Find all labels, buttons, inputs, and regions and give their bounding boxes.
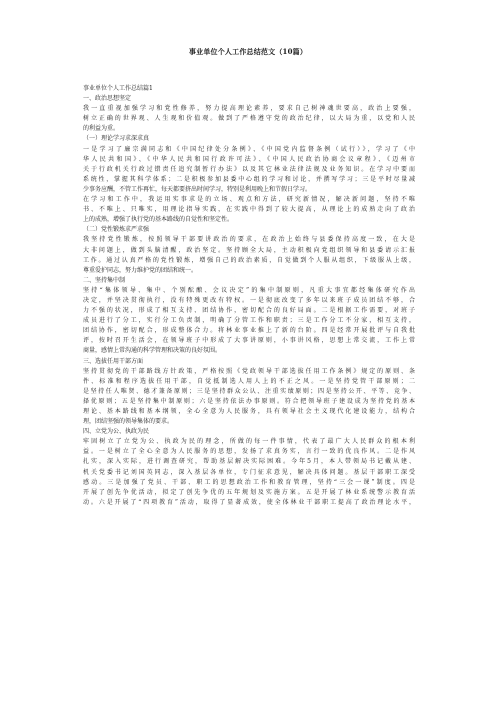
paragraph-line: 的利益为重。 — [83, 125, 120, 133]
paragraph-line: 动。六是开展了“四项教育”活动，取得了显著成效，使全体林业干部职工提高了政治理论水平， — [83, 498, 415, 506]
paragraph-line: 团结协作，密切配合，形成整体合力。将林业事业推上了新的台阶。四是经常开展批评与自我批 — [83, 327, 415, 335]
paragraph-line: 在学习和工作中，我运用实事求是的立场、观点和方法，研究新情况，解决新问题，坚持不唯 — [83, 196, 415, 204]
paragraph-line: 择优原则；五是坚持集中制原则；六是坚持依法办事原则。符合把领导班子建设成为坚持党的基本 — [83, 397, 415, 405]
document-body — [83, 84, 415, 508]
paragraph-line: 开展了创先争优活动，拟定了创先争优的五年规划及实施方案。五是开展了林业系统警示教育活 — [83, 488, 415, 496]
paragraph-line: 工作。通过认真严格的党性锻炼，增强自己的政治素质，自觉做到个人服从组织，下级服从上级， — [83, 256, 415, 264]
section-heading: （二）党性锻炼求严求强 — [83, 226, 150, 234]
paragraph-line: 坚持“集体领导、集中、个别酝酿、会议决定”的集中制原则，凡重大事宜都经集体研究作出 — [83, 286, 415, 294]
paragraph-line: 牢固树立了立党为公、执政为民的理念，所做的每一件事情，代表了最广大人民群众的根本利 — [83, 438, 415, 446]
paragraph-line: 一是学习了廉宗满同志和《中国纪律处分条例》、《中国党内监督条例（试行）》，学习了《中 — [83, 145, 415, 153]
paragraph-line: 是坚持任人唯贤、德才兼备原则；三是坚持群众公认、注重实绩原则；四是坚持公开、平等、竞争、 — [83, 387, 415, 395]
paragraph-line: 成员进行了分工，实行分工负责制，明确了分管工作和职责；三是工作分工不分家，相互支持， — [83, 317, 415, 325]
paragraph-line: 理，团结坚强的领导集体的要求。 — [83, 418, 174, 426]
paragraph-line: 益。一是树立了全心全意为人民服务的思想，发扬了求真务实，言行一致的优良作风。二是作风 — [83, 448, 415, 456]
paragraph-line: 尊重爱护同志，努力维护党的团结和统一。 — [83, 266, 198, 274]
section-heading: 事业单位个人工作总结篇1 — [83, 85, 153, 92]
section-heading: 四、立党为公、执政为民 — [83, 428, 150, 436]
paragraph-line: 感动。三是加强了党员、干部、职工的思想政治工作和教育管理，坚持“三会一课”制度。四是 — [83, 478, 415, 486]
document-title: 事业单位个人工作总结范文（10篇） — [188, 47, 308, 56]
paragraph-line: 件、标准和程序选拔任用干部，自觉抵制选人用人上的不正之风。一是坚持党管干部原则；二 — [83, 377, 415, 385]
paragraph-line: 华人民共和国》、《中华人民共和国行政许可法》、《中国人民政治协商会议章程》、《迈州市 — [83, 155, 415, 163]
paragraph-line: 书、不唯上、只唯实，用理论指导实践，在实践中得到了较大提高，从理论上的成熟走向了政治 — [83, 206, 415, 214]
paragraph-line: 力不强的状况，形成了相互支持、团结协作，密切配合的良好局面。二是根据工作需要，对班子 — [83, 307, 415, 315]
paragraph-line: 坚持贯彻党的干部路线方针政策，严格按照《党政领导干部选拔任用工作条例》规定的原则、条 — [83, 367, 415, 375]
paragraph-line: 理论、基本路线和基本纲领，全心全意为人民服务，具有领导社会主义现代化建设能力，结构合 — [83, 408, 415, 415]
paragraph-line: 关于行政机关行政过错责任追究制暂行办法》以及其它林业法律法规及业务知识。在学习中要而 — [83, 165, 415, 173]
section-heading: （一）理论学习求深求真 — [83, 135, 150, 143]
paragraph-line: 树立正确的世界观、人生观和价值观。做到了严格遵守党的政治纪律，以大局为重，以党和人民 — [83, 115, 415, 123]
section-heading: 一、政治思想坚定 — [83, 95, 132, 103]
section-heading: 三、选拔任用干部方面 — [83, 357, 144, 365]
section-heading: 二、坚持集中制 — [83, 276, 126, 284]
paragraph-line: 我一直重视加强学习和党性修养，努力提高理论素养，要求自己树神魂世要高，政治上要强， — [83, 105, 415, 113]
paragraph-line: 评，按时召开生活会，在领导班子中形成了大事讲原则，小事讲风格，思想上常交流，工作上常 — [83, 337, 415, 345]
paragraph-line: 决定，并坚决贯彻执行，没有特殊更改有特权。一是彻底改变了多年以来班子成员团结不够，合 — [83, 296, 415, 304]
paragraph-line: 大非问题上，做到头脑清醒，政治坚定。坚持顾全大局，主动积极向党组织领导和县委请示汇报 — [83, 246, 415, 254]
paragraph-line: 系统性，掌握其科学体系；二是积极参加县委中心组的学习和讨论，并撰写学习；三是平时尽量减 — [83, 175, 415, 183]
paragraph-line: 上的成熟，增强了执行党的基本路线的自觉性和坚定性。 — [83, 216, 234, 224]
paragraph-line: 机关党委书记刘国英同志，深入基层各单位，专门征求意见，解决具体问题。基层干部职工深受 — [83, 468, 415, 476]
paragraph-line: 商量，感情上常沟通的科学管理和决策的良好氛围。 — [83, 347, 222, 355]
paragraph-line: 扎实，深入实际，进行调查研究，帮助基层解决实际困难。今年5月，本人带领局书记戴从建、 — [83, 458, 415, 466]
paragraph-line: 我坚持党性锻炼，按照领导干部要讲政治的要求，在政治上始终与县委保持高度一致，在大是 — [83, 236, 415, 244]
paragraph-line: 少事务应酬，不管工作再忙，每天都要挤出时间学习，特别是利用晚上和节假日学习。 — [83, 185, 312, 193]
